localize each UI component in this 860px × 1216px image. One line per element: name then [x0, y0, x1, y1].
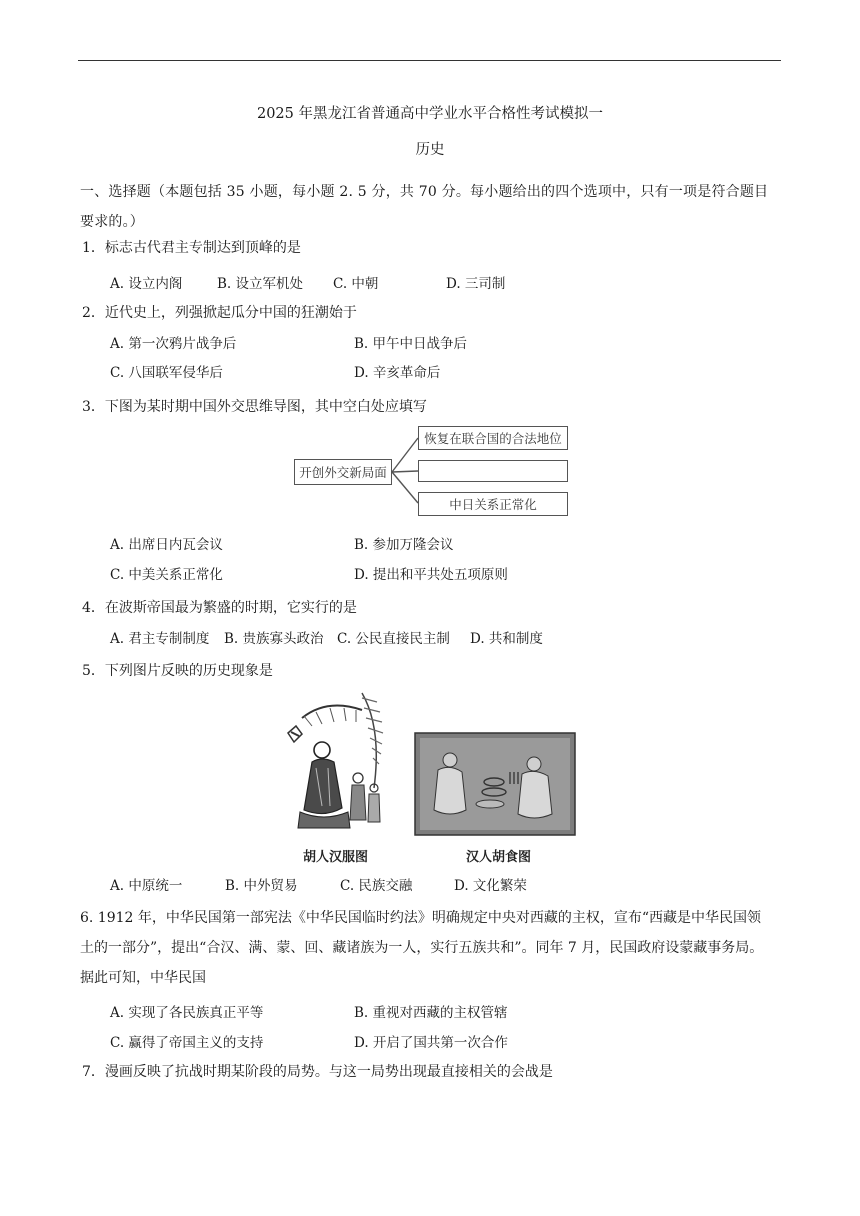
- mindmap-branch-1: 恢复在联合国的合法地位: [418, 426, 568, 450]
- question-2-option-c[interactable]: C. 八国联军侵华后: [110, 365, 223, 381]
- question-6-option-a[interactable]: A. 实现了各民族真正平等: [110, 1005, 264, 1021]
- hu-in-han-clothing-picture: [282, 688, 392, 842]
- question-5-stem: 5．下列图片反映的历史现象是: [82, 663, 273, 679]
- question-3-option-b[interactable]: B. 参加万隆会议: [354, 537, 454, 553]
- question-3-option-d[interactable]: D. 提出和平共处五项原则: [354, 567, 508, 583]
- question-2-option-b[interactable]: B. 甲午中日战争后: [354, 336, 468, 352]
- question-5-option-c[interactable]: C. 民族交融: [340, 878, 413, 894]
- mindmap-branch-3: 中日关系正常化: [418, 492, 568, 516]
- mindmap-root: 开创外交新局面: [294, 459, 392, 485]
- question-4-option-a[interactable]: A. 君主专制制度: [110, 631, 210, 647]
- question-1-option-a[interactable]: A. 设立内阁: [110, 276, 183, 292]
- question-1-option-c[interactable]: C. 中朝: [333, 276, 379, 292]
- picture-1-caption: 胡人汉服图: [303, 850, 369, 865]
- section-intro: 一、选择题（本题包括 35 小题，每小题 2. 5 分，共 70 分。每小题给出的四个选项中，只有一项是符合题目要求的。）: [80, 184, 769, 230]
- question-5-option-d[interactable]: D. 文化繁荣: [454, 878, 527, 894]
- mindmap-branch-blank: [418, 460, 568, 482]
- question-6-stem: 6. 1912 年，中华民国第一部宪法《中华民国临时约法》明确规定中央对西藏的主权，宣布“西藏是中华民国领土的一部分”，提出“合汉、满、蒙、回、藏诸族为一人，实行五族共和”。同年 7 月，民国政府设蒙藏事务局。据此可知，中华民国: [80, 910, 764, 986]
- question-1-option-b[interactable]: B. 设立军机处: [217, 276, 304, 292]
- question-3-stem: 3．下图为某时期中国外交思维导图，其中空白处应填写: [82, 399, 427, 415]
- question-5-option-a[interactable]: A. 中原统一: [110, 878, 183, 894]
- question-1-option-d[interactable]: D. 三司制: [446, 276, 506, 292]
- question-4-option-c[interactable]: C. 公民直接民主制: [337, 631, 450, 647]
- question-6-option-c[interactable]: C. 赢得了帝国主义的支持: [110, 1035, 264, 1051]
- question-4-stem: 4．在波斯帝国最为繁盛的时期，它实行的是: [82, 600, 357, 616]
- question-4-option-d[interactable]: D. 共和制度: [470, 631, 543, 647]
- question-2-option-d[interactable]: D. 辛亥革命后: [354, 365, 441, 381]
- han-eating-hu-food-picture: [414, 732, 576, 840]
- question-2-option-a[interactable]: A. 第一次鸦片战争后: [110, 336, 237, 352]
- question-3-option-a[interactable]: A. 出席日内瓦会议: [110, 537, 223, 553]
- picture-2-caption: 汉人胡食图: [466, 850, 532, 865]
- question-3-option-c[interactable]: C. 中美关系正常化: [110, 567, 223, 583]
- question-1-stem: 1．标志古代君主专制达到顶峰的是: [82, 240, 301, 256]
- question-2-stem: 2．近代史上，列强掀起瓜分中国的狂潮始于: [82, 305, 357, 321]
- question-4-option-b[interactable]: B. 贵族寡头政治: [224, 631, 324, 647]
- exam-title: 2025 年黑龙江省普通高中学业水平合格性考试模拟一: [256, 106, 603, 122]
- question-6-option-b[interactable]: B. 重视对西藏的主权管辖: [354, 1005, 508, 1021]
- header-rule: [78, 60, 781, 61]
- question-5-option-b[interactable]: B. 中外贸易: [225, 878, 298, 894]
- question-7-stem: 7．漫画反映了抗战时期某阶段的局势。与这一局势出现最直接相关的会战是: [82, 1064, 553, 1080]
- question-6-option-d[interactable]: D. 开启了国共第一次合作: [354, 1035, 508, 1051]
- exam-subject: 历史: [415, 142, 445, 158]
